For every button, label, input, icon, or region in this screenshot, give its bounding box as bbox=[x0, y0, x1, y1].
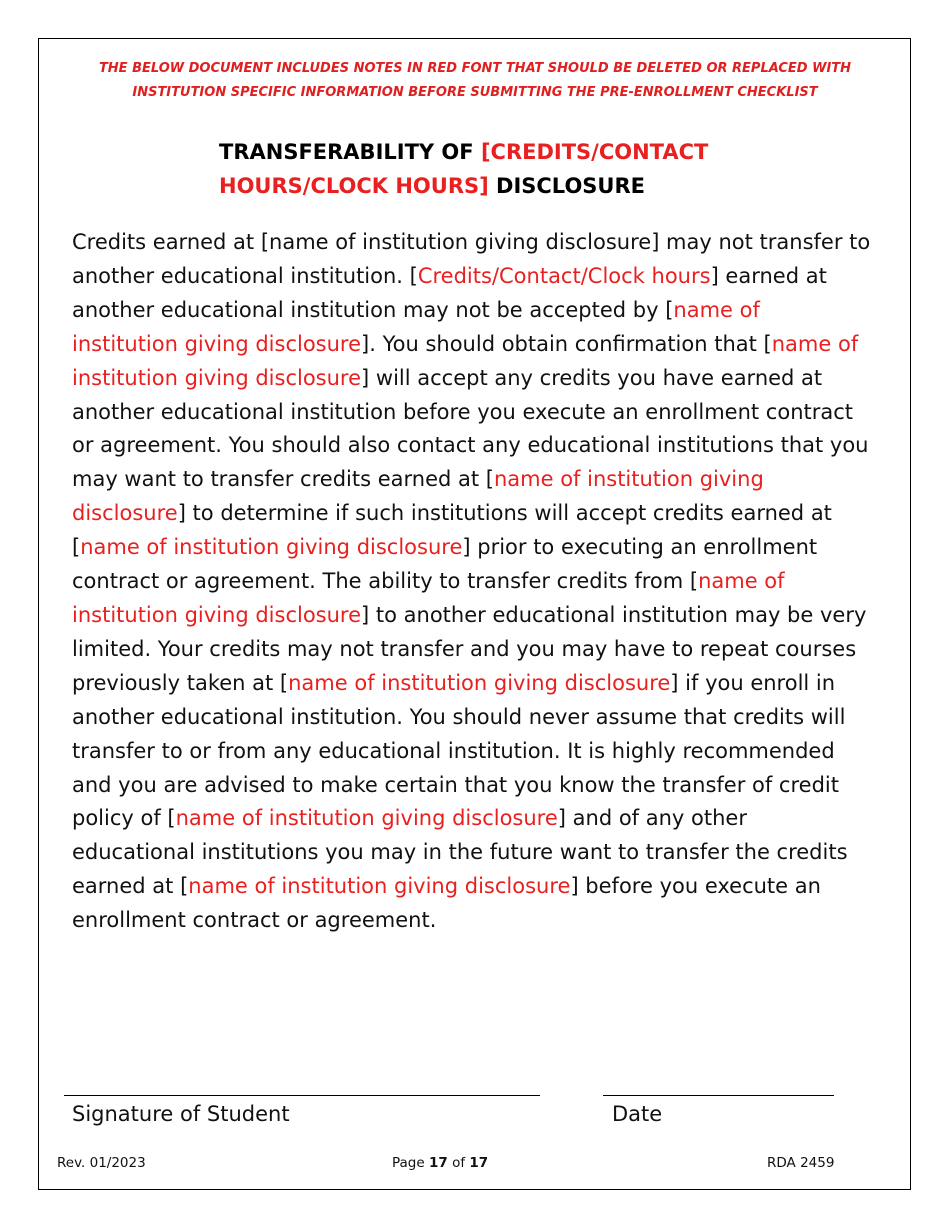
placeholder-text: name of institution giving disclosure bbox=[72, 467, 764, 526]
body-text-segment: ] will accept any credits you have earned at another educational institution before you execute an enrollment contract or agreement. You should also contact any educational institutions that you may want to transfer credits earned at [ bbox=[72, 365, 869, 492]
body-text-segment: ] before you execute an enrollment contract or agreement. bbox=[72, 874, 821, 933]
body-text-segment: ] and of any other educational institutions you may in the future want to transfer the credits earned at [ bbox=[72, 806, 848, 899]
page-current: 17 bbox=[428, 1155, 448, 1171]
instruction-notice bbox=[60, 57, 890, 105]
date-line[interactable] bbox=[603, 1095, 834, 1096]
body-text-segment: ]. You should obtain confirmation that [ bbox=[361, 331, 772, 356]
title-suffix: DISCLOSURE bbox=[488, 174, 645, 198]
revision-label: Rev. 01/2023 bbox=[57, 1155, 146, 1171]
placeholder-text: name of institution giving disclosure bbox=[288, 670, 671, 695]
placeholder-text: name of institution giving disclosure bbox=[72, 569, 785, 627]
page-total: 17 bbox=[469, 1155, 489, 1171]
body-text-segment: ] to determine if such institutions will accept credits earned at [ bbox=[72, 501, 832, 560]
title-prefix: TRANSFERABILITY OF bbox=[219, 140, 481, 164]
page-of: of bbox=[447, 1155, 470, 1171]
placeholder-text: name of institution giving disclosure bbox=[188, 874, 571, 899]
student-signature-line[interactable] bbox=[64, 1095, 540, 1096]
placeholder-text: name of institution giving disclosure bbox=[72, 297, 760, 356]
body-text-segment: ] to another educational institution may be very limited. Your credits may not transfer and you may have to repeat courses previously taken at [ bbox=[72, 602, 867, 695]
body-text-segment: ] if you enroll in another educational institution. You should never assume that credits will transfer to or from any educational institution. It is highly recommended and you are advised to make certain that you know the transfer of credit policy of [ bbox=[72, 670, 846, 831]
placeholder-text: Credits/Contact/Clock hours bbox=[417, 263, 711, 288]
disclosure-body bbox=[72, 226, 872, 938]
body-text-segment: ] prior to executing an enrollment contract or agreement. The ability to transfer credits from [ bbox=[72, 535, 818, 594]
body-text-segment: Credits earned at [name of institution giving disclosure] may not transfer to another educational institution. [ bbox=[72, 230, 871, 288]
page-prefix: Page bbox=[392, 1155, 429, 1171]
title-placeholder: [CREDITS/CONTACT HOURS/CLOCK HOURS] bbox=[219, 140, 709, 198]
form-id: RDA 2459 bbox=[767, 1155, 835, 1171]
body-text-segment: ] earned at another educational institution may not be accepted by [ bbox=[72, 263, 827, 322]
notice-line-2: INSTITUTION SPECIFIC INFORMATION BEFORE SUBMITTING THE PRE-ENROLLMENT CHECKLIST bbox=[132, 85, 818, 100]
placeholder-text: name of institution giving disclosure bbox=[80, 535, 463, 560]
notice-line-1: THE BELOW DOCUMENT INCLUDES NOTES IN RED FONT THAT SHOULD BE DELETED OR REPLACED WITH bbox=[98, 61, 852, 76]
page-number bbox=[392, 1152, 488, 1174]
date-label: Date bbox=[612, 1102, 663, 1126]
placeholder-text: name of institution giving disclosure bbox=[72, 331, 859, 390]
placeholder-text: name of institution giving disclosure bbox=[175, 806, 558, 831]
page-title bbox=[219, 135, 779, 203]
student-signature-label: Signature of Student bbox=[72, 1102, 290, 1126]
